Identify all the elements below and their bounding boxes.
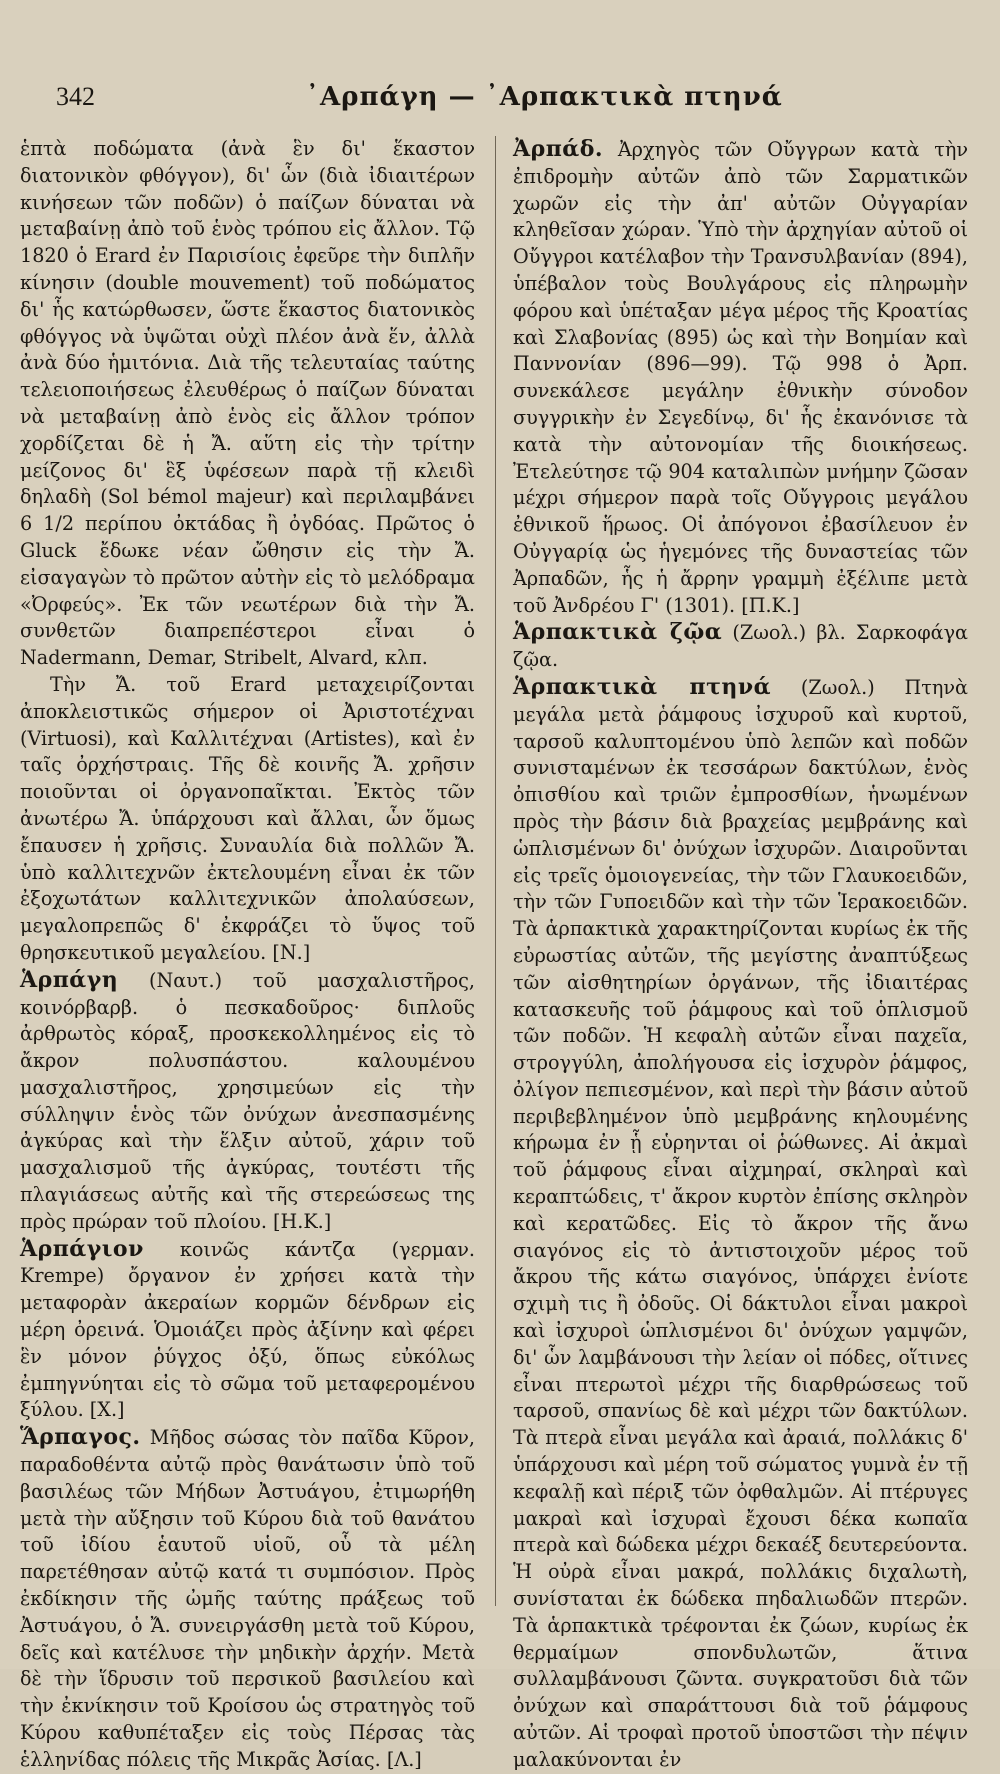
entry-headword: Ἁρπάγη xyxy=(20,966,119,993)
page-header xyxy=(56,82,944,122)
entry-body: (Ζωολ.) Πτηνὰ μεγάλα μετὰ ῥάμφους ἰσχυροῦ καὶ κυρτοῦ, ταρσοῦ καλυπτομένου ὑπὸ λεπῶν καὶ ποδῶν συνισταμένων ἐκ τεσσάρων δακτύλων, ἑνὸς ὀπισθίου καὶ τριῶν ἐμπροσθίων, ἡνωμένων πρὸς τὴν βάσιν διὰ βραχείας μεμβράνης καὶ ὡπλισμένων δι' ὀνύχων ἰσχυρῶν. Διαιροῦνται εἰς τρεῖς ὁμοιογενείας, τὴν τῶν Γλαυκοειδῶν, τὴν τῶν Γυποειδῶν καὶ τὴν τῶν Ἱερακοειδῶν. Τὰ ἁρπακτικὰ χαρακτηρίζονται κυρίως ἐκ τῆς εὐρωστίας αὐτῶν, τῆς μεγίστης ἀναπτύξεως τῶν αἰσθητηρίων ὀργάνων, τῆς ἰδιαιτέρας κατασκευῆς τοῦ ῥάμφους καὶ τοῦ ὁπλισμοῦ τῶν ποδῶν. Ἡ κεφαλὴ αὐτῶν εἶναι παχεῖα, στρογγύλη, ἀπολήγουσα εἰς ἰσχυρὸν ῥάμφος, ὀλίγον πεπιεσμένον, καὶ περὶ τὴν βάσιν αὐτοῦ περιβεβλημένον ὑπὸ μεμβράνης κηλουμένης κήρωμα ἐν ᾗ εὑρηνται οἱ ῥώθωνες. Αἱ ἀκμαὶ τοῦ ῥάμφους εἶναι αἰχμηραί, σκληραὶ καὶ κεραπτώδεις, τ' ἄκρον κυρτὸν ἐπίσης σκληρὸν καὶ κερατῶδες. Εἰς τὸ ἄκρον τῆς ἄνω σιαγόνος εἰς τὸ ἀντιστοιχοῦν μέρος τοῦ ἄκρου τῆς κάτω σιαγόνος, ὑπάρχει ἐνίοτε σχιμὴ τις ἢ ὀδοῦς. Οἱ δάκτυλοι εἶναι μακροὶ καὶ ἰσχυροὶ ὡπλισμένοι δι' ὀνύχων γαμψῶν, δι' ὧν λαμβάνουσι τὴν λείαν οἱ πόδες, οἵτινες εἶναι πτερωτοὶ μέχρι τῆς διαρθρώσεως τοῦ ταρσοῦ, σπανίως δὲ καὶ μέχρι τῶν δακτύλων. Τὰ πτερὰ εἶναι μεγάλα καὶ ἀραιά, πολλάκις δ' ὑπάρχουσι καὶ μέρη τοῦ σώματος γυμνὰ ἐν τῇ κεφαλῇ καὶ πέριξ τῶν ὀφθαλμῶν. Αἱ πτέρυγες μακραὶ καὶ ἰσχυραὶ ἔχουσι δέκα κωπαῖα πτερὰ καὶ δώδεκα μέχρι δεκαέξ δευτερεύοντα. Ἡ οὐρὰ εἶναι μακρά, πολλάκις διχαλωτὴ, συνίσταται ἐκ δώδεκα πηδαλιωδῶν πτερῶν. Τὰ ἁρπακτικὰ τρέφονται ἐκ ζώων, κυρίως ἐκ θερμαίμων σπονδυλωτῶν, ἅτινα συλλαμβάνουσι ζῶντα. συγκρατοῦσι διὰ τῶν ὀνύχων καὶ σπαράττουσι διὰ τοῦ ῥάμφους αὐτῶν. Αἱ τροφαὶ προτοῦ ὑποστῶσι τὴν πέψιν μαλακύνονται ἐν xyxy=(513,675,968,1771)
entry-harpagion xyxy=(20,1236,475,1425)
entry-body: Μῆδος σώσας τὸν παῖδα Κῦρον, παραδοθέντα αὐτῷ πρὸς θανάτωσιν ὑπὸ τοῦ βασιλέως τῶν Μήδων Ἀστυάγου, ἐτιμωρήθη μετὰ τὴν αὔξησιν τοῦ Κύρου διὰ τοῦ θανάτου τοῦ ἰδίου ἑαυτοῦ υἱοῦ, οὗ τὰ μέλη παρετέθησαν αὐτῷ κατά τι συμπόσιον. Πρὸς ἐκδίκησιν τῆς ὠμῆς ταύτης πράξεως τοῦ Ἀστυάγου, ὁ Ἄ. συνειργάσθη μετὰ τοῦ Κύρου, δεῖς καὶ κατέλυσε τὴν μηδικὴν ἀρχήν. Μετὰ δὲ τὴν ἵδρυσιν τοῦ περσικοῦ βασιλείου καὶ τὴν ἐκνίκησιν τοῦ Κροίσου ὡς στρατηγὸς τοῦ Κύρου καθυπέταξεν εἰς τοὺς Πέρσας τὰς ἑλληνίδας πόλεις τῆς Μικρᾶς Ἀσίας. [Λ.] xyxy=(20,1426,475,1771)
entry-headword: Ἁρπάγιον xyxy=(20,1235,144,1262)
entry-body: κοινῶς κάντζα (γερμαν. Krempe) ὄργανον ἐν χρήσει κατὰ τὴν μεταφορὰν ἀκεραίων κορμῶν δένδρων εἰς μέρη ὀρεινά. Ὁμοιάζει πρὸς ἀξίνην καὶ φέρει ἓν μόνον ῥύγχος ὀξύ, ὅπως εὐκόλως ἐμπηγνύηται εἰς τὸ σῶμα τοῦ μεταφερομένου ξύλου. [Χ.] xyxy=(20,1237,475,1422)
left-column xyxy=(20,136,475,1774)
entry-headword: Ἅρπαγος. xyxy=(20,1424,141,1451)
entry-harpaktika-zoa xyxy=(513,619,968,674)
entry-continuation-paragraph-2: Τὴν Ἄ. τοῦ Erard μεταχειρίζονται ἀποκλειστικῶς σήμερον οἱ Ἀριστοτέχναι (Virtuosi), καὶ Καλλιτέχναι (Artistes), καὶ ἐν ταῖς ὀρχήστραις. Τῆς δὲ κοινῆς Ἄ. χρῆσιν ποιοῦνται οἱ ὀργανοπαῖκται. Ἐκτὸς τῶν ἀνωτέρω Ἄ. ὑπάρχουσι καὶ ἄλλαι, ὧν ὅμως ἔπαυσεν ἡ χρῆσις. Συναυλία διὰ πολλῶν Ἄ. ὑπὸ καλλιτεχνῶν ἐκτελουμένη εἶναι ἐκ τῶν ἐξοχωτάτων καλλιτεχνικῶν ἀπολαύσεων, μεγαλοπρεπῶς δ' ἐκφράζει τὸ ὕψος τοῦ θρησκευτικοῦ μεγαλείου. [Ν.] xyxy=(20,672,475,964)
right-column xyxy=(513,136,968,1774)
entry-harpaktika-ptina xyxy=(513,674,968,1774)
page-number: 342 xyxy=(56,82,95,111)
entry-headword: Ἁρπακτικὰ ζῷα xyxy=(513,619,723,646)
entry-headword: Ἀρπάδ. xyxy=(513,136,604,162)
entry-arpad xyxy=(513,136,968,619)
column-divider xyxy=(495,136,496,1606)
entry-body: (Ζωολ.) βλ. Σαρκοφάγα ζῷα. xyxy=(513,621,969,672)
entry-harpagi xyxy=(20,967,475,1236)
entry-body: (Ναυτ.) τοῦ μασχαλιστῆρος, κοινόρβαρβ. ὁ πεσκαδοῦρος· διπλοῦς ἀρθρωτὸς κόραξ, προσκεκολλημένος εἰς τὸ ἄκρον πολυσπάστου. καλουμένου μασχαλιστῆρος, χρησιμεύων εἰς τὴν σύλληψιν ἑνὸς τῶν ὀνύχων ἀνεσπασμένης ἀγκύρας καὶ τὴν ἕλξιν αὐτοῦ, χάριν τοῦ μασχαλισμοῦ τῆς ἀγκύρας, τουτέστι τῆς πλαγιάσεως αὐτῆς καὶ τῆς στερεώσεως της πρὸς πρώραν τοῦ πλοίου. [Η.Κ.] xyxy=(20,968,475,1233)
entry-continuation-paragraph: ἑπτὰ ποδώματα (ἀνὰ ἓν δι' ἕκαστον διατονικὸν φθόγγον), δι' ὧν (διὰ ἰδιαιτέρων κινήσεων τῶν ποδῶν) ὁ παίζων δύναται νὰ μεταβαίνῃ ἀπὸ τοῦ ἑνὸς τρόπου εἰς ἄλλον. Τῷ 1820 ὁ Erard ἐν Παρισίοις ἐφεῦρε τὴν διπλῆν κίνησιν (double mouvement) τοῦ ποδώματος δι' ἧς κατώρθωσεν, ὥστε ἕκαστος διατονικὸς φθόγγος νὰ ὑψῶται οὐχὶ πλέον ἀνὰ ἕν, ἀλλὰ ἀνὰ δύο ἡμιτόνια. Διὰ τῆς τελευταίας ταύτης τελειοποιήσεως ἐλευθέρως ὁ παίζων δύναται νὰ μεταβαίνῃ ἀπὸ ἑνὸς εἰς ἄλλον τρόπον χορδίζεται δὲ ἡ Ἄ. αὕτη εἰς τὴν τρίτην μείζονος δι' ἓξ ὑφέσεων παρὰ τῇ κλειδὶ δηλαδὴ (Sol bémol majeur) καὶ περιλαμβάνει 6 1/2 περίπου ὀκτάδας ἢ ὀγδόας. Πρῶτος ὁ Gluck ἔδωκε νέαν ὤθησιν εἰς τὴν Ἄ. εἰσαγαγὼν τὸ πρῶτον αὐτὴν εἰς τὸ μελόδραμα «Ὀρφεύς». Ἐκ τῶν νεωτέρων διὰ τὴν Ἄ. συνθετῶν διαπρεπέστεροι εἶναι ὁ Nadermann, Demar, Stribelt, Alvard, κλπ. xyxy=(20,137,475,670)
entry-harpagos xyxy=(20,1424,475,1773)
entry-headword: Ἁρπακτικὰ πτηνά xyxy=(513,673,772,700)
entry-body: Ἀρχηγὸς τῶν Οὔγγρων κατὰ τὴν ἐπιδρομὴν αὐτῶν ἀπὸ τῶν Σαρματικῶν χωρῶν εἰς τὴν ἀπ' αὐτῶν Οὐγγαρίαν κληθεῖσαν χώραν. Ὑπὸ τὴν ἀρχηγίαν αὐτοῦ οἱ Οὔγγροι κατέλαβον τὴν Τρανσυλβανίαν (894), ὑπέβαλον τοὺς Βουλγάρους εἰς πληρωμὴν φόρου καὶ ὑπέταξαν μέγα μέρος τῆς Κροατίας καὶ Σλαβονίας (895) ὡς καὶ τὴν Βοημίαν καὶ Παννονίαν (896—99). Τῷ 998 ὁ Ἀρπ. συνεκάλεσε μεγάλην ἐθνικὴν σύνοδον συγγρικὴν ἐν Σεγεδίνῳ, δι' ἧς ἐκανόνισε τὰ κατὰ τὴν αὐτονομίαν τῆς διοικήσεως. Ἐτελεύτησε τῷ 904 καταλιπὼν μνήμην ζῶσαν μέχρι σήμερον παρὰ τοῖς Οὔγγροις μεγάλου ἐθνικοῦ ἥρωος. Οἱ ἀπόγονοι ἐβασίλευον ἐν Οὐγγαρίᾳ ὡς ἡγεμόνες τῆς δυναστείας τῶν Ἀρπαδῶν, ἧς ἡ ἄρρην γραμμὴ ἐξέλιπε μετὰ τοῦ Ἀνδρέου Γ' (1301). [Π.Κ.] xyxy=(513,138,968,617)
running-head: ᾿Αρπάγη — ᾿Αρπακτικὰ πτηνά xyxy=(306,82,783,112)
